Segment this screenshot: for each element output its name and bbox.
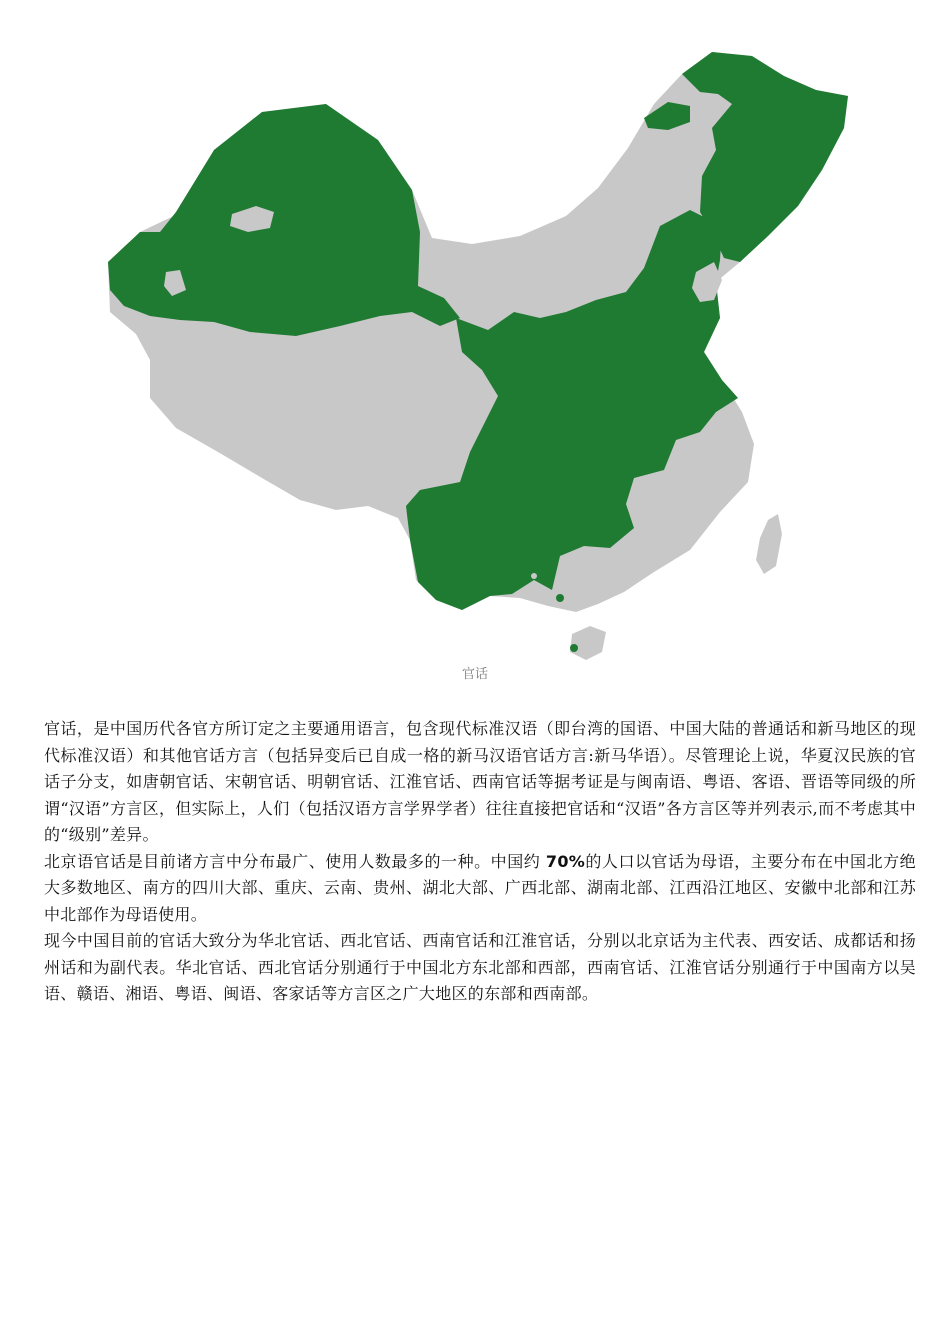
coastal-dot xyxy=(556,594,564,602)
article-body xyxy=(44,716,916,1008)
paragraph-3: 现今中国目前的官话大致分为华北官话、西北官话、西南官话和江淮官话，分别以北京话为主代表、西安话、成都话和扬州话和为副代表。华北官话、西北官话分别通行于中国北方东北部和西部，西南官话、江淮官话分别通行于中国南方以吴语、赣语、湘语、粤语、闽语、客家话等方言区之广大地区的东部和西南部。 xyxy=(44,931,916,1003)
map-caption: 官话 xyxy=(461,667,488,682)
paragraph-1: 官话，是中国历代各官方所订定之主要通用语言，包含现代标准汉语（即台湾的国语、中国大陆的普通话和新马地区的现代标准汉语）和其他官话方言（包括异变后已自成一格的新马汉语官话方言:新马华语）。尽管理论上说，华夏汉民族的官话子分支，如唐朝官话、宋朝官话、明朝官话、江淮官话、西南官话等据考证是与闽南语、粤语、客语、晋语等同级的所谓“汉语”方言区，但实际上，人们（包括汉语方言学界学者）往往直接把官话和“汉语”各方言区等并列表示,而不考虑其中的“级别”差异。 xyxy=(44,719,916,844)
hainan-island xyxy=(570,626,606,660)
taiwan-island xyxy=(756,514,782,574)
mandarin-distribution-map xyxy=(0,0,950,660)
paragraph-2-lead: 北京语官话是目前诸方言中分布最广、使用人数最多的一种。中国约 xyxy=(44,851,546,871)
northwest-mandarin-region xyxy=(108,104,460,336)
coastal-dot xyxy=(531,573,537,579)
paragraph-2 xyxy=(44,849,916,929)
coastal-dot xyxy=(570,644,578,652)
percentage-value: 70% xyxy=(545,851,586,871)
paragraph-2-rest: 的人口以官话为母语，主要分布在中国北方绝大多数地区、南方的四川大部、重庆、云南、贵州、湖北大部、广西北部、湖南北部、江西沿江地区、安徽中北部和江苏中北部作为母语使用。 xyxy=(44,851,916,924)
